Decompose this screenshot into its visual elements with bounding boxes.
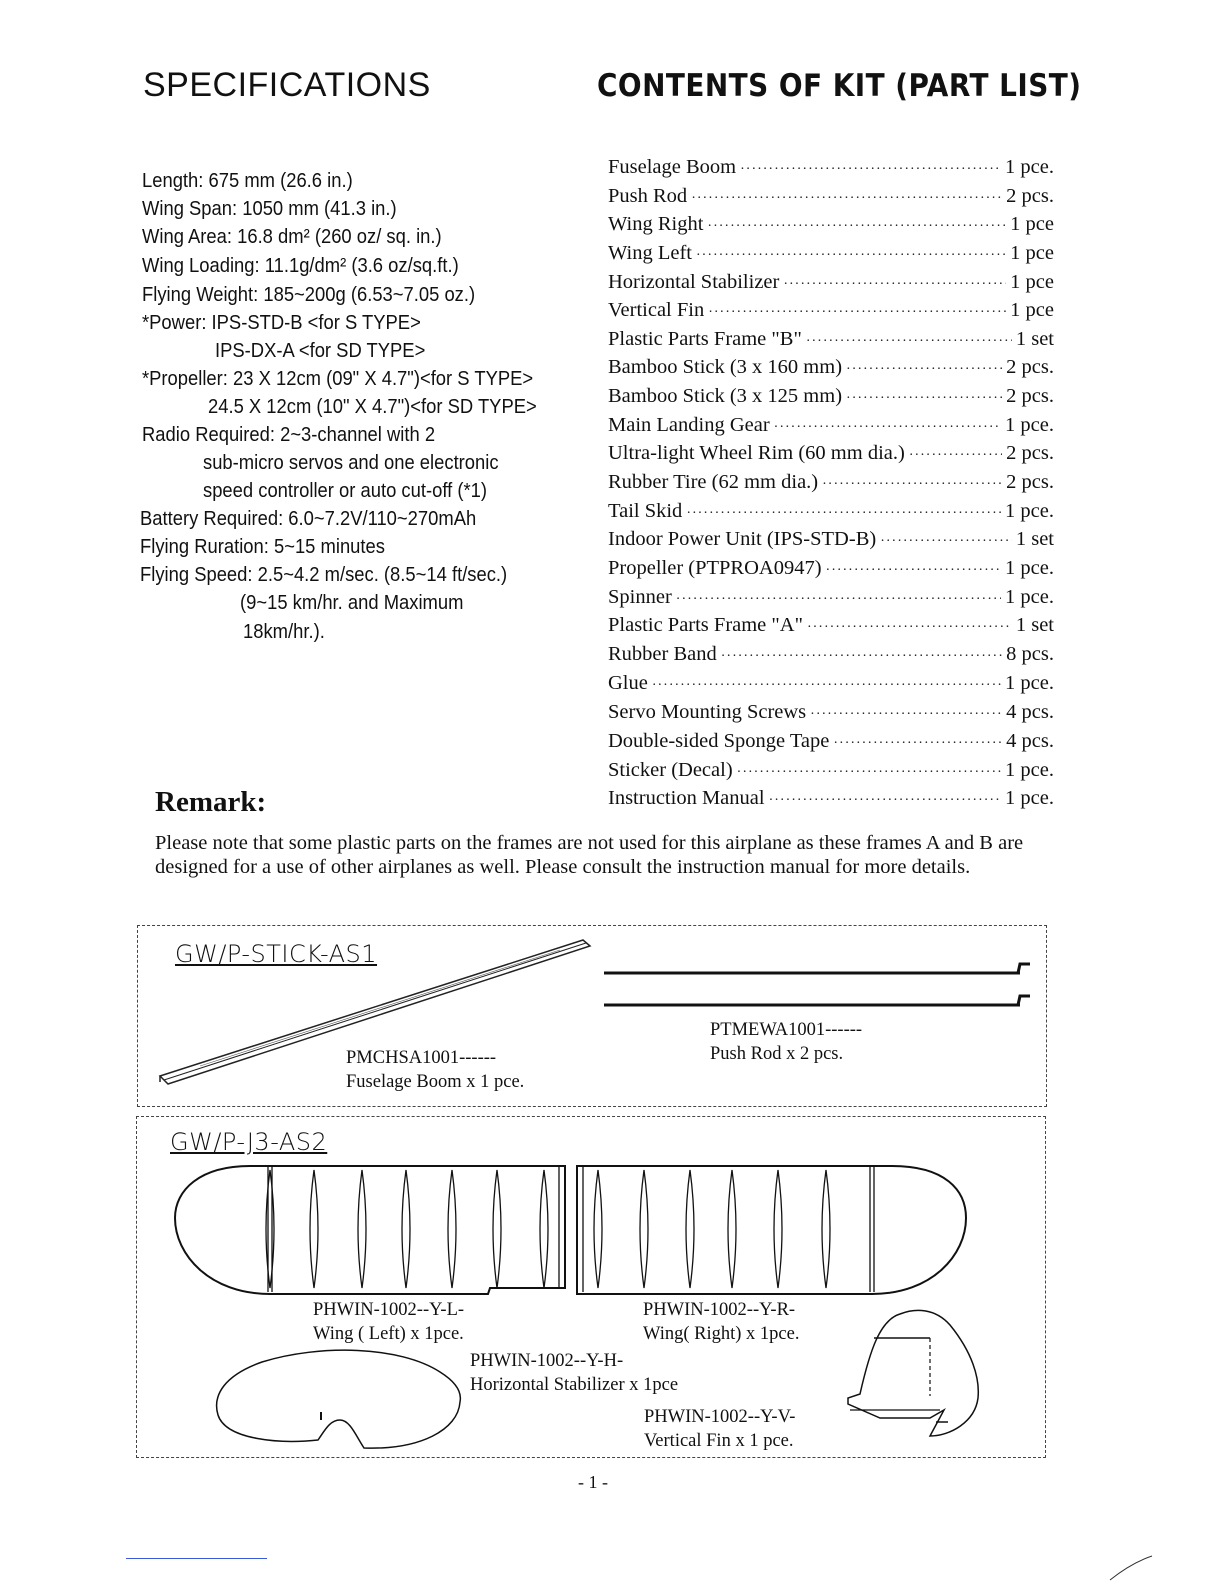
part-name: Propeller (PTPROA0947) <box>608 557 822 579</box>
wing-left-desc: Wing ( Left) x 1pce. <box>313 1324 464 1344</box>
boom-part-desc: Fuselage Boom x 1 pce. <box>346 1072 525 1092</box>
part-name: Fuselage Boom <box>608 156 737 178</box>
part-name: Horizontal Stabilizer <box>608 271 780 293</box>
stabilizer-desc: Horizontal Stabilizer x 1pce <box>470 1375 679 1395</box>
spec-line: Flying Ruration: 5~15 minutes <box>140 536 385 558</box>
part-name: Glue <box>608 672 648 694</box>
part-name: Push Rod <box>608 185 688 207</box>
part-qty: 1 pce. <box>1005 156 1054 178</box>
part-name: Sticker (Decal) <box>608 759 733 781</box>
part-qty: 1 pce <box>1010 242 1054 264</box>
part-qty: 1 pce <box>1010 299 1054 321</box>
part-name: Rubber Tire (62 mm dia.) <box>608 471 819 493</box>
part-name: Instruction Manual <box>608 787 765 809</box>
spec-line: IPS-DX-A <for SD TYPE> <box>215 340 426 362</box>
group-title-j3: GW/P-J3-AS2 <box>170 1128 328 1156</box>
part-qty: 2 pcs. <box>1006 385 1054 407</box>
stabilizer-code: PHWIN-1002--Y-H- <box>470 1351 624 1371</box>
part-name: Servo Mounting Screws <box>608 701 807 723</box>
part-qty: 1 pce. <box>1005 414 1054 436</box>
remark-text: Please note that some plastic parts on the frames are not used for this airplane as these frames A and B are designed for a use of other airplanes as well. Please consult the instruction manual for more details. <box>155 832 1024 878</box>
spec-line: *Propeller: 23 X 12cm (09" X 4.7")<for S TYPE> <box>142 368 534 390</box>
part-qty: 1 pce <box>1010 213 1054 235</box>
spec-line: Battery Required: 6.0~7.2V/110~270mAh <box>140 508 477 530</box>
spec-line: speed controller or auto cut-off (*1) <box>203 480 487 502</box>
fin-desc: Vertical Fin x 1 pce. <box>644 1431 794 1451</box>
spec-line: Wing Loading: 11.1g/dm² (3.6 oz/sq.ft.) <box>142 255 459 277</box>
part-qty: 1 pce. <box>1005 759 1054 781</box>
part-qty: 4 pcs. <box>1006 730 1054 752</box>
part-qty: 2 pcs. <box>1006 185 1054 207</box>
part-qty: 1 set <box>1015 528 1054 550</box>
wing-right-code: PHWIN-1002--Y-R- <box>643 1300 796 1320</box>
part-name: Rubber Band <box>608 643 717 665</box>
part-name: Spinner <box>608 586 672 608</box>
part-name: Double-sided Sponge Tape <box>608 730 830 752</box>
spec-line: Flying Speed: 2.5~4.2 m/sec. (8.5~14 ft/sec.) <box>140 564 508 586</box>
part-qty: 2 pcs. <box>1006 442 1054 464</box>
part-name: Ultra-light Wheel Rim (60 mm dia.) <box>608 442 905 464</box>
part-qty: 2 pcs. <box>1006 471 1054 493</box>
part-qty: 1 pce. <box>1005 586 1054 608</box>
rod-part-desc: Push Rod x 2 pcs. <box>710 1044 844 1064</box>
part-name: Wing Right <box>608 213 704 235</box>
part-qty: 1 pce <box>1010 271 1054 293</box>
wing-right-desc: Wing( Right) x 1pce. <box>643 1324 800 1344</box>
wing-left-code: PHWIN-1002--Y-L- <box>313 1300 465 1320</box>
kit-contents-title: CONTENTS OF KIT (PART LIST) <box>597 68 1082 104</box>
part-name: Plastic Parts Frame "A" <box>608 614 803 636</box>
part-qty: 4 pcs. <box>1006 701 1054 723</box>
spec-line: 18km/hr.). <box>243 621 325 643</box>
part-qty: 1 set <box>1015 614 1054 636</box>
spec-line: *Power: IPS-STD-B <for S TYPE> <box>142 312 421 334</box>
spec-line: sub-micro servos and one electronic <box>203 452 499 474</box>
spec-line: Wing Span: 1050 mm (41.3 in.) <box>142 198 397 220</box>
specifications-title: SPECIFICATIONS <box>143 66 431 104</box>
part-name: Wing Left <box>608 242 692 264</box>
spec-line: 24.5 X 12cm (10" X 4.7")<for SD TYPE> <box>208 396 537 418</box>
group-title-stick: GW/P-STICK-AS1 <box>175 940 378 968</box>
part-name: Bamboo Stick (3 x 160 mm) <box>608 356 843 378</box>
boom-part-code: PMCHSA1001------ <box>346 1048 497 1068</box>
page-number: - 1 - <box>578 1472 608 1492</box>
spec-line: Radio Required: 2~3-channel with 2 <box>142 424 436 446</box>
part-name: Plastic Parts Frame "B" <box>608 328 802 350</box>
part-name: Main Landing Gear <box>608 414 770 436</box>
part-name: Tail Skid <box>608 500 683 522</box>
spec-line: Flying Weight: 185~200g (6.53~7.05 oz.) <box>142 284 476 306</box>
spec-line: Length: 675 mm (26.6 in.) <box>142 170 353 192</box>
rod-part-code: PTMEWA1001------ <box>710 1020 863 1040</box>
remark-title: Remark: <box>155 786 267 818</box>
part-qty: 8 pcs. <box>1006 643 1054 665</box>
part-qty: 1 pce. <box>1005 672 1054 694</box>
part-qty: 1 set <box>1015 328 1054 350</box>
fin-code: PHWIN-1002--Y-V- <box>644 1407 796 1427</box>
spec-line: (9~15 km/hr. and Maximum <box>240 592 464 614</box>
part-name: Bamboo Stick (3 x 125 mm) <box>608 385 843 407</box>
spec-line: Wing Area: 16.8 dm² (260 oz/ sq. in.) <box>142 226 442 248</box>
part-name: Indoor Power Unit (IPS-STD-B) <box>608 528 877 550</box>
part-qty: 2 pcs. <box>1006 356 1054 378</box>
part-qty: 1 pce. <box>1005 787 1054 809</box>
part-qty: 1 pce. <box>1005 557 1054 579</box>
part-qty: 1 pce. <box>1005 500 1054 522</box>
part-name: Vertical Fin <box>608 299 705 321</box>
